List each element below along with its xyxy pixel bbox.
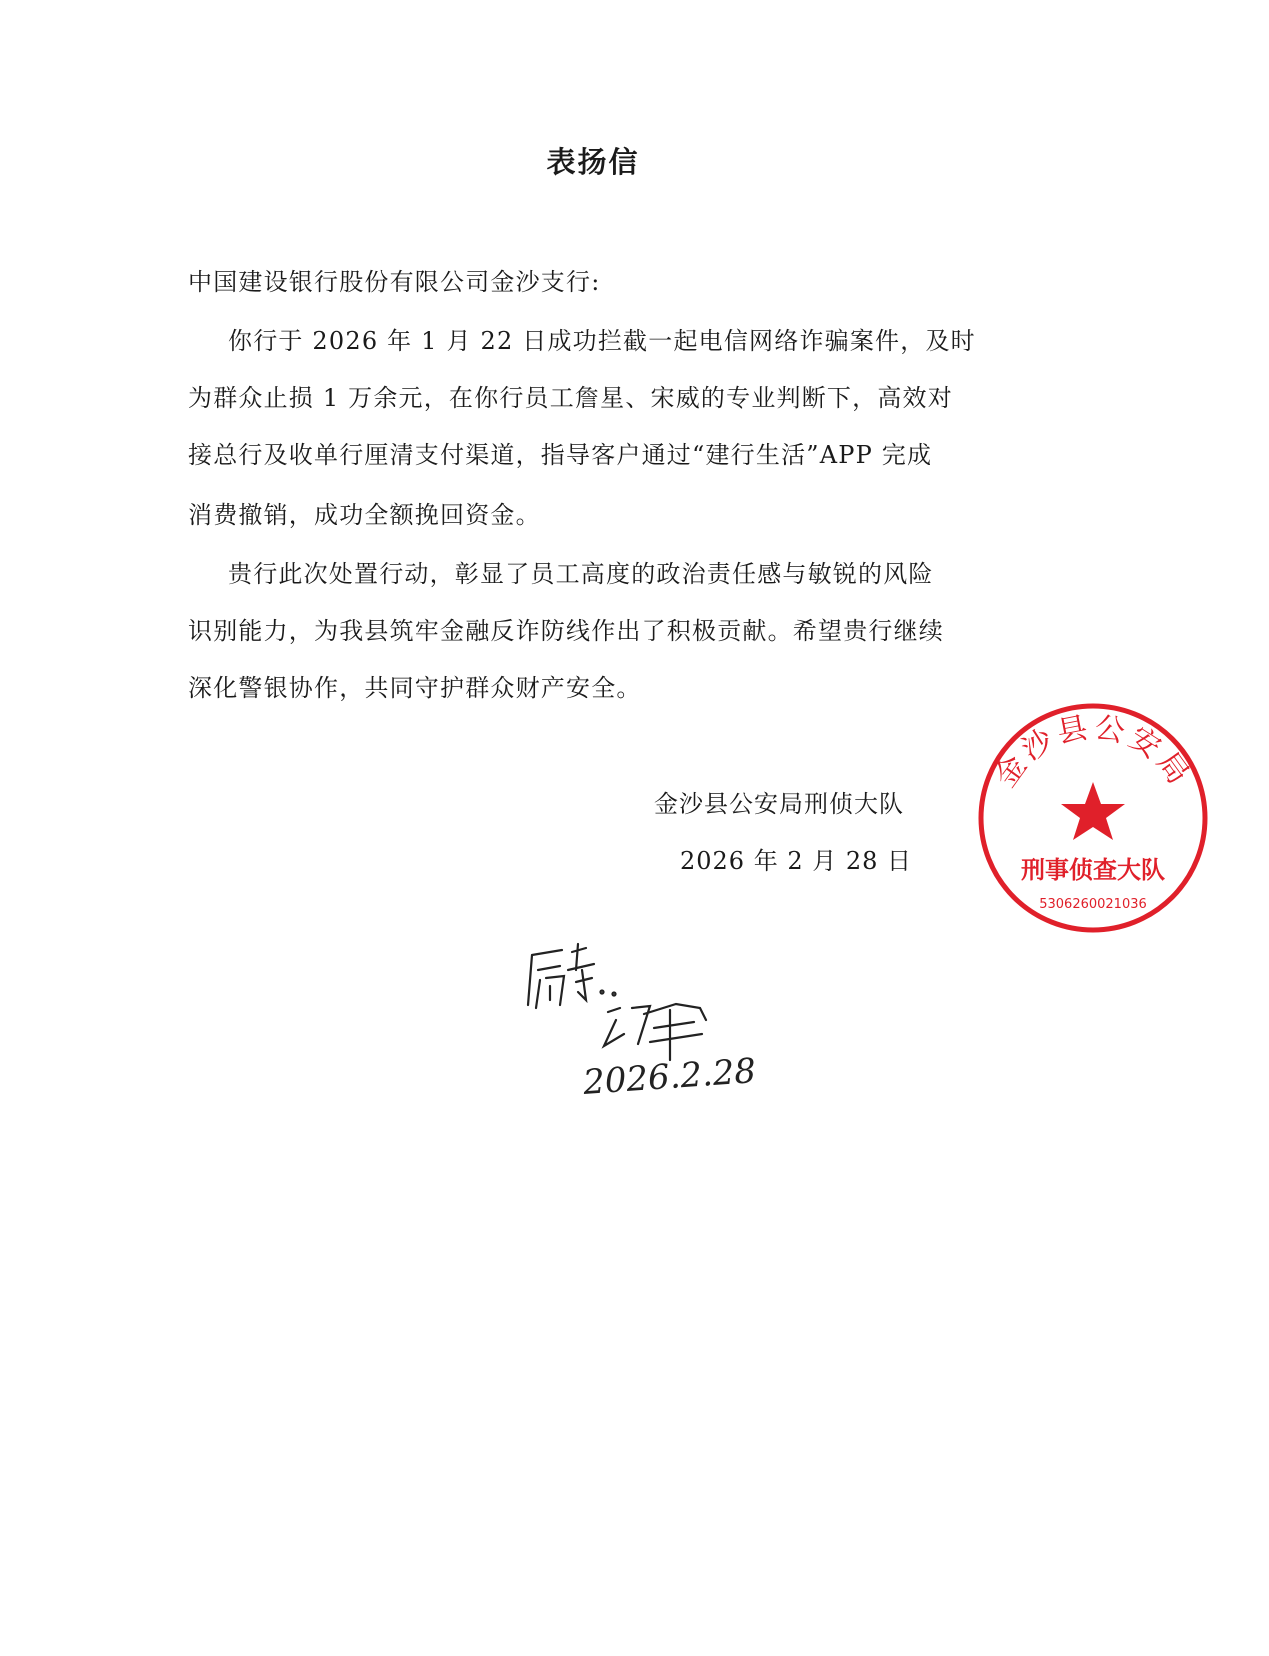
handwritten-signature: [520, 930, 800, 1120]
paragraph-line: 接总行及收单行厘清支付渠道，指导客户通过“建行生活”APP 完成: [188, 441, 933, 469]
signature-organization: 金沙县公安局刑侦大队: [654, 790, 904, 818]
star-icon: [1061, 782, 1125, 840]
paragraph-line: 识别能力，为我县筑牢金融反诈防线作出了积极贡献。希望贵行继续: [188, 617, 944, 645]
paragraph-line: 消费撤销，成功全额挽回资金。: [188, 501, 541, 529]
letter-title: 表扬信: [546, 145, 640, 179]
paragraph-line: 深化警银协作，共同守护群众财产安全。: [188, 674, 642, 702]
paragraph-line: 你行于 2026 年 1 月 22 日成功拦截一起电信网络诈骗案件，及时: [228, 327, 976, 355]
salutation: 中国建设银行股份有限公司金沙支行:: [188, 268, 601, 296]
handwritten-date: 2026.2.28: [581, 1051, 758, 1103]
seal-number: 5306260021036: [1039, 897, 1147, 912]
paragraph-line: 贵行此次处置行动，彰显了员工高度的政治责任感与敏锐的风险: [228, 560, 934, 588]
svg-text:金沙县公安局: [988, 710, 1198, 794]
signature-date: 2026 年 2 月 28 日: [680, 847, 913, 875]
seal-inner-text: 刑事侦查大队: [1021, 856, 1165, 884]
paragraph-line: 为群众止损 1 万余元，在你行员工詹星、宋威的专业判断下，高效对: [188, 384, 953, 412]
official-seal: [975, 700, 1211, 936]
seal-outer-text: 金沙县公安局: [988, 709, 1198, 794]
